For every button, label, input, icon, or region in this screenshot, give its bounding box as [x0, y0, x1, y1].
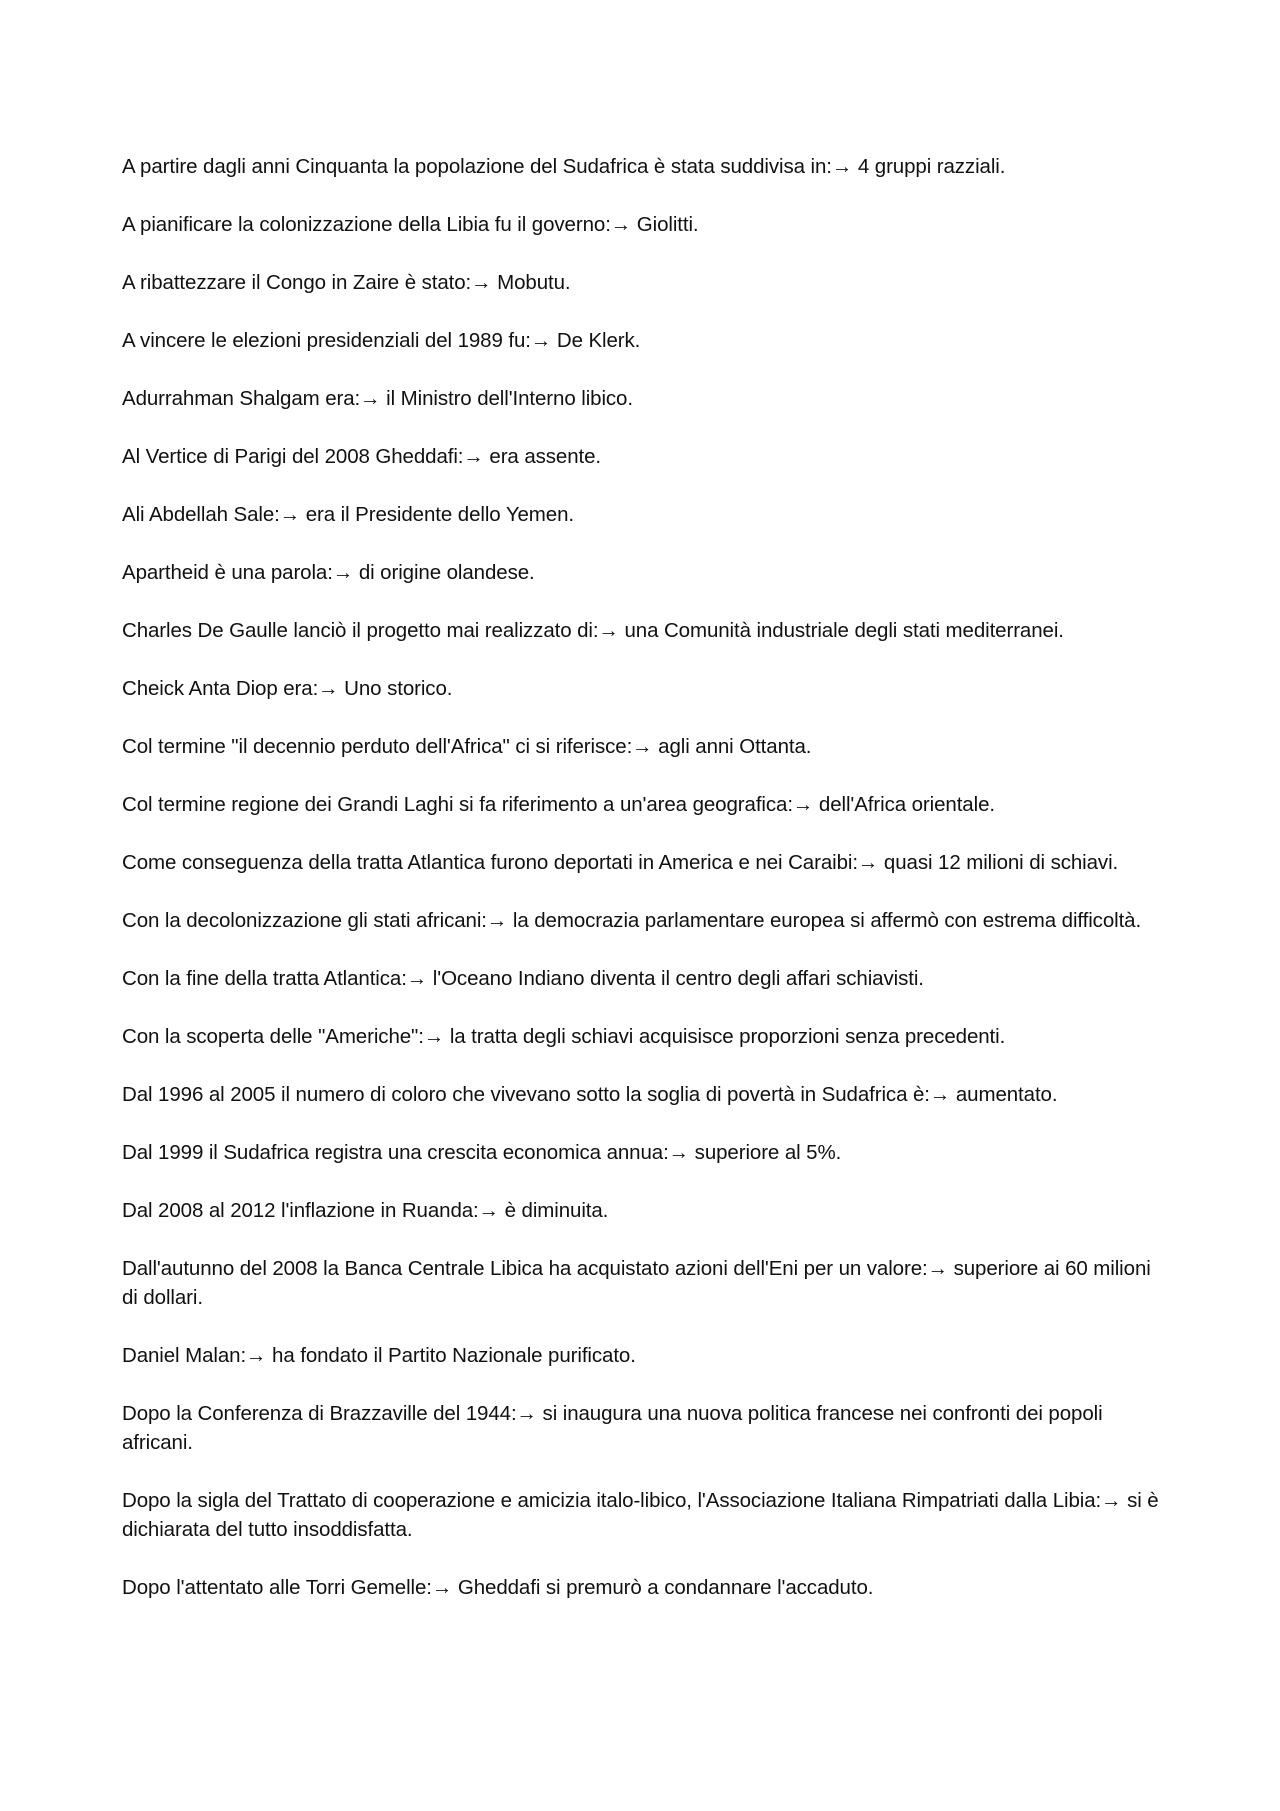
- paragraph: Ali Abdellah Sale:→ era il Presidente dello Yemen.: [122, 503, 574, 526]
- paragraph: Col termine regione dei Grandi Laghi si fa riferimento a un'area geografica:→ dell'Africa orientale.: [122, 793, 995, 816]
- paragraph: Daniel Malan:→ ha fondato il Partito Nazionale purificato.: [122, 1344, 636, 1367]
- paragraph: Dal 1996 al 2005 il numero di coloro che vivevano sotto la soglia di povertà in Sudafrica è:→ aumentato.: [122, 1083, 1058, 1106]
- paragraph: A ribattezzare il Congo in Zaire è stato:→ Mobutu.: [122, 271, 571, 294]
- paragraph: Con la fine della tratta Atlantica:→ l'Oceano Indiano diventa il centro degli affari schiavisti.: [122, 967, 924, 990]
- paragraph: A partire dagli anni Cinquanta la popolazione del Sudafrica è stata suddivisa in:→ 4 gruppi razziali.: [122, 155, 1006, 178]
- paragraph: Dal 2008 al 2012 l'inflazione in Ruanda:→ è diminuita.: [122, 1199, 609, 1222]
- paragraph: Cheick Anta Diop era:→ Uno storico.: [122, 677, 453, 700]
- paragraph: Come conseguenza della tratta Atlantica furono deportati in America e nei Caraibi:→ quasi 12 milioni di schiavi.: [122, 851, 1119, 874]
- paragraph: Adurrahman Shalgam era:→ il Ministro dell'Interno libico.: [122, 387, 633, 410]
- paragraph: Dopo l'attentato alle Torri Gemelle:→ Gheddafi si premurò a condannare l'accaduto.: [122, 1576, 874, 1599]
- paragraph: Con la scoperta delle "Americhe":→ la tratta degli schiavi acquisisce proporzioni senza precedenti.: [122, 1025, 1006, 1048]
- paragraph: A pianificare la colonizzazione della Libia fu il governo:→ Giolitti.: [122, 213, 699, 236]
- paragraph: Al Vertice di Parigi del 2008 Gheddafi:→ era assente.: [122, 445, 602, 468]
- paragraph: Charles De Gaulle lanciò il progetto mai realizzato di:→ una Comunità industriale degli stati mediterranei.: [122, 619, 1064, 642]
- paragraph: Dopo la Conferenza di Brazzaville del 1944:→ si inaugura una nuova politica francese nei confronti dei popoli africani.: [122, 1402, 1103, 1454]
- document-body: [122, 152, 1167, 1631]
- paragraph: A vincere le elezioni presidenziali del 1989 fu:→ De Klerk.: [122, 329, 641, 352]
- paragraph: Dopo la sigla del Trattato di cooperazione e amicizia italo-libico, l'Associazione Italiana Rimpatriati dalla Libia:→ si è dichiarata del tutto insoddisfatta.: [122, 1489, 1159, 1541]
- paragraph: Dal 1999 il Sudafrica registra una crescita economica annua:→ superiore al 5%.: [122, 1141, 842, 1164]
- paragraph: Col termine "il decennio perduto dell'Africa" ci si riferisce:→ agli anni Ottanta.: [122, 735, 812, 758]
- paragraph: Apartheid è una parola:→ di origine olandese.: [122, 561, 535, 584]
- paragraph: Con la decolonizzazione gli stati africani:→ la democrazia parlamentare europea si affermò con estrema difficoltà.: [122, 909, 1142, 932]
- paragraph: Dall'autunno del 2008 la Banca Centrale Libica ha acquistato azioni dell'Eni per un valore:→ superiore ai 60 milioni di dollari.: [122, 1257, 1151, 1309]
